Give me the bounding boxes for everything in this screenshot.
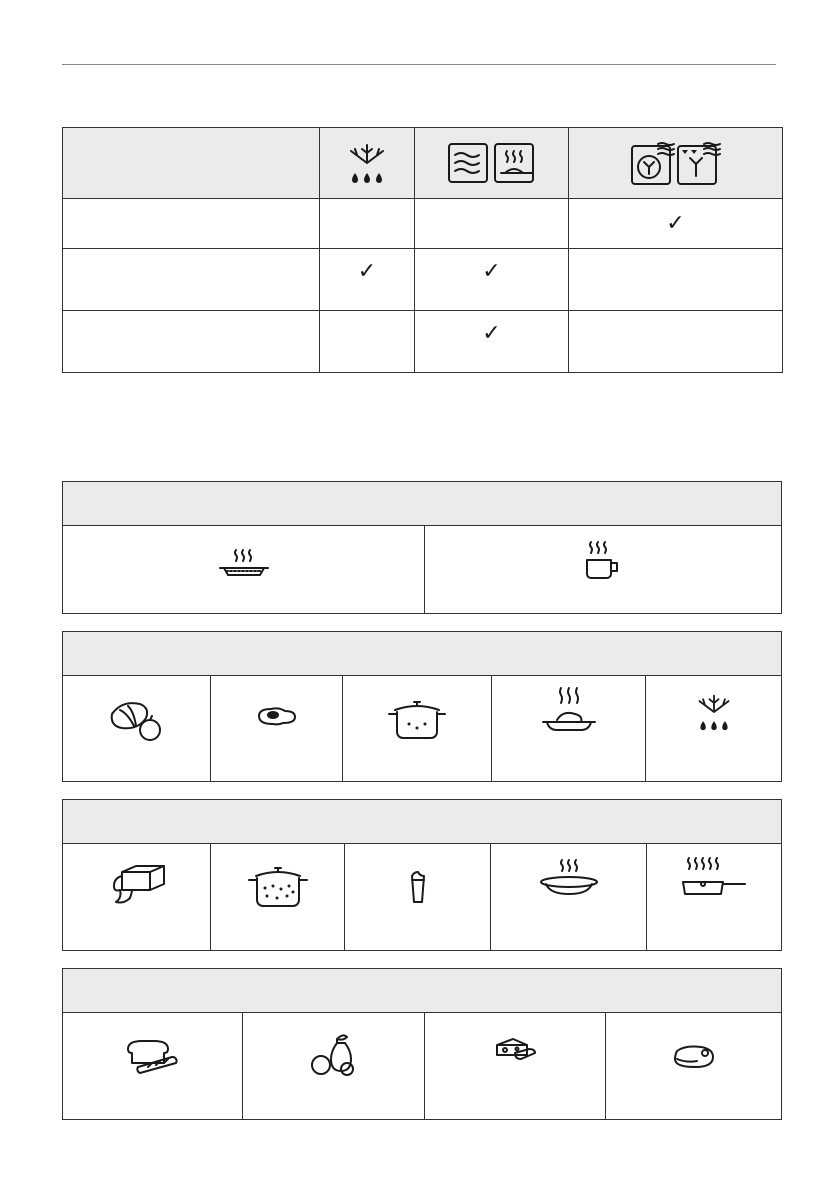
table-row (63, 199, 783, 249)
icon-cell (63, 676, 210, 781)
convection-combi-icon (630, 140, 722, 186)
icon-cell (645, 676, 781, 781)
header-empty-cell (63, 128, 320, 199)
block-header-band (63, 800, 781, 844)
icon-cell (210, 676, 342, 781)
casserole-dish-steam-icon (216, 546, 272, 580)
steaming-plate-icon (539, 684, 599, 736)
block-icon-row (63, 844, 781, 950)
icon-cell (424, 526, 781, 613)
check-cell (320, 311, 415, 373)
food-category-block-melt-boil (62, 799, 782, 951)
defrost-icon (694, 692, 734, 732)
food-category-block-defrost (62, 968, 782, 1120)
food-category-block-reheat (62, 481, 782, 614)
row-label-cell (63, 249, 320, 311)
check-cell (569, 249, 783, 311)
block-header-band (63, 969, 781, 1013)
icon-cell (342, 676, 491, 781)
icon-cell (605, 1013, 781, 1119)
table-header-row (63, 128, 783, 199)
check-cell (569, 199, 783, 249)
defrost-icon (345, 141, 389, 185)
cooking-pot-icon (387, 698, 447, 740)
check-cell (569, 311, 783, 373)
icon-cell (63, 844, 210, 950)
checkmark: ✓ (666, 210, 685, 236)
check-cell (320, 199, 415, 249)
block-icon-row (63, 1013, 781, 1119)
soup-plate-icon (538, 856, 600, 896)
icon-cell (490, 844, 646, 950)
baby-cup-icon (406, 870, 430, 906)
checkmark: ✓ (357, 259, 377, 284)
icon-cell (646, 844, 781, 950)
mug-steam-icon (583, 538, 623, 582)
food-category-block-cook (62, 631, 782, 782)
block-icon-row (63, 676, 781, 781)
header-defrost-cell (320, 128, 415, 199)
check-cell (415, 311, 569, 373)
vegetables-icon (108, 698, 166, 742)
block-header-band (63, 632, 781, 676)
microwave-grill-icon (447, 141, 537, 185)
row-label-cell (63, 199, 320, 249)
check-cell (320, 249, 415, 311)
icon-cell (344, 844, 490, 950)
icon-cell (63, 1013, 242, 1119)
bread-icon (124, 1037, 182, 1075)
boiling-pot-icon (247, 864, 309, 910)
frying-pan-icon (679, 854, 749, 900)
fried-egg-icon (255, 706, 299, 726)
melting-butter-icon (106, 862, 168, 908)
row-label-cell (63, 311, 320, 373)
header-convection-combi-cell (569, 128, 783, 199)
icon-cell (242, 1013, 424, 1119)
checkmark: ✓ (482, 259, 501, 284)
checkmark: ✓ (482, 321, 501, 346)
block-header-band (63, 482, 781, 526)
page-top-rule (62, 64, 776, 65)
icon-cell (210, 844, 344, 950)
table-row (63, 311, 783, 373)
icon-cell (63, 526, 424, 613)
check-cell (415, 249, 569, 311)
cheese-icon (493, 1035, 537, 1061)
meat-steak-icon (671, 1043, 717, 1071)
fruit-icon (309, 1031, 359, 1079)
icon-cell (424, 1013, 605, 1119)
table-row (63, 249, 783, 311)
icon-cell (491, 676, 645, 781)
function-compatibility-table (62, 127, 783, 373)
block-icon-row (63, 526, 781, 613)
header-microwave-grill-cell (415, 128, 569, 199)
check-cell (415, 199, 569, 249)
